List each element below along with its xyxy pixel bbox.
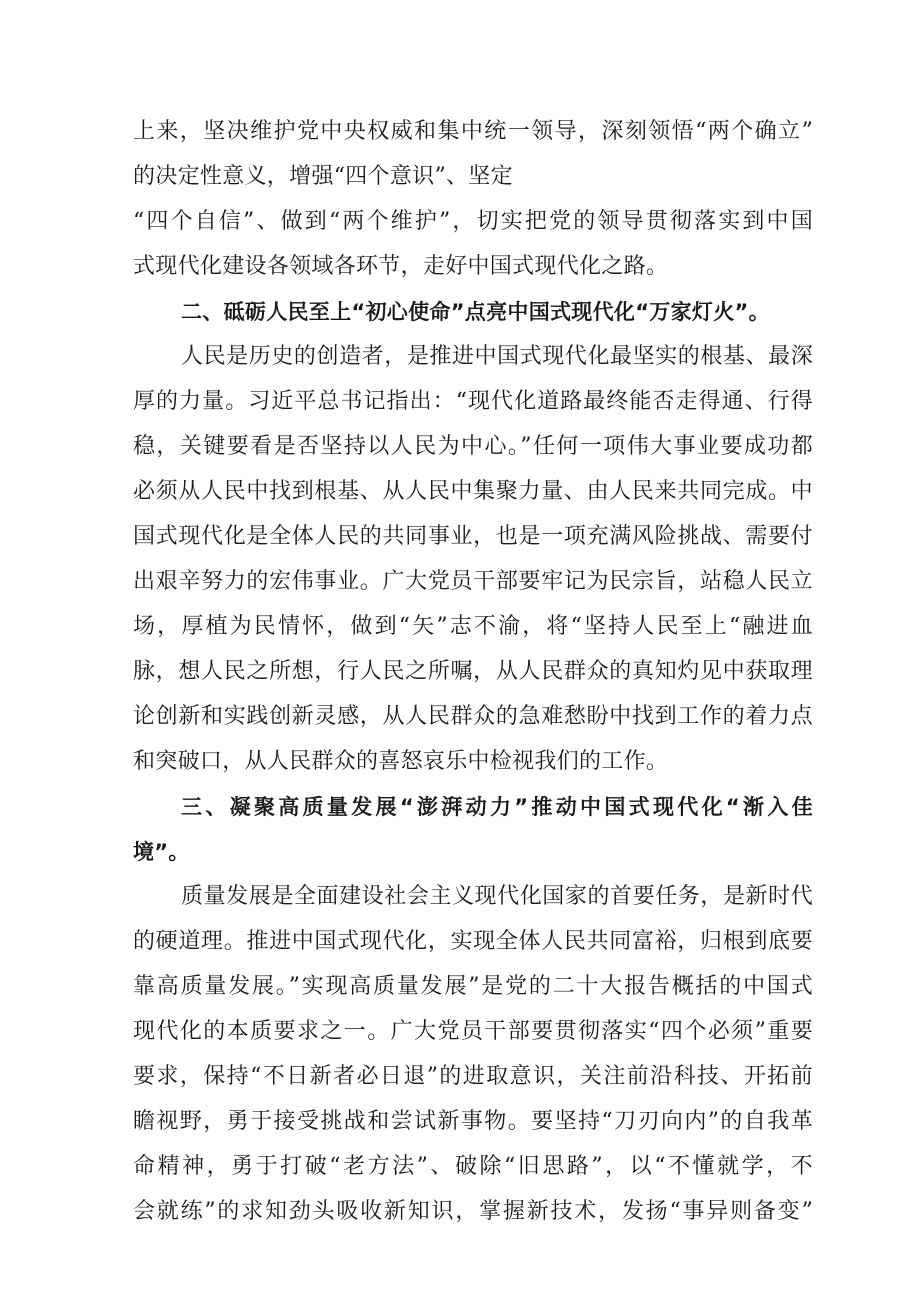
paragraph-line: 式现代化建设各领域各环节，走好中国式现代化之路。 [133, 254, 669, 279]
paragraph-line: 命精神，勇于打破“老方法”、破除“旧思路”，以“不懂就学，不 [133, 1154, 813, 1179]
paragraph-line: 人民是历史的创造者，是推进中国式现代化最坚实的根基、最深 [181, 344, 813, 369]
paragraph-line: 国式现代化是全体人民的共同事业，也是一项充满风险挑战、需要付 [133, 524, 813, 549]
section-heading: 二、砥砺人民至上“初心使命”点亮中国式现代化“万家灯火”。 [181, 300, 770, 324]
paragraph-line: 要求，保持“不日新者必日退”的进取意识，关注前沿科技、开拓前 [133, 1064, 813, 1089]
paragraph-line: 上来，坚决维护党中央权威和集中统一领导，深刻领悟“两个确立” [133, 119, 813, 144]
paragraph-line: 脉，想人民之所想，行人民之所嘱，从人民群众的真知灼见中获取理 [133, 659, 813, 684]
paragraph-line: 论创新和实践创新灵感，从人民群众的急难愁盼中找到工作的着力点 [133, 704, 813, 729]
paragraph-line: 稳，关键要看是否坚持以人民为中心。”任何一项伟大事业要成功都 [133, 434, 813, 459]
paragraph-line: 必须从人民中找到根基、从人民中集聚力量、由人民来共同完成。中 [133, 479, 813, 504]
paragraph-line: 靠高质量发展。”实现高质量发展”是党的二十大报告概括的中国式 [133, 974, 813, 999]
paragraph-line: 瞻视野，勇于接受挑战和尝试新事物。要坚持“刀刃向内”的自我革 [133, 1109, 813, 1134]
paragraph-line: 的决定性意义，增强“四个意识”、坚定 [133, 164, 513, 189]
paragraph-line: 现代化的本质要求之一。广大党员干部要贯彻落实“四个必须”重要 [133, 1019, 813, 1044]
paragraph-line: 的硬道理。推进中国式现代化，实现全体人民共同富裕，归根到底要 [133, 929, 813, 954]
paragraph-line: 场，厚植为民情怀，做到“矢”志不渝，将“坚持人民至上“融进血 [133, 614, 813, 639]
paragraph-line: 出艰辛努力的宏伟事业。广大党员干部要牢记为民宗旨，站稳人民立 [133, 569, 813, 594]
paragraph-line: “四个自信”、做到“两个维护”，切实把党的领导贯彻落实到中国 [133, 209, 813, 234]
section-heading: 三、凝聚高质量发展“澎湃动力”推动中国式现代化“渐入佳 [181, 795, 813, 819]
paragraph-line: 和突破口，从人民群众的喜怒哀乐中检视我们的工作。 [133, 749, 669, 774]
paragraph-line: 厚的力量。习近平总书记指出：“现代化道路最终能否走得通、行得 [133, 389, 813, 414]
section-heading: 境”。 [133, 840, 190, 864]
paragraph-line: 质量发展是全面建设社会主义现代化国家的首要任务，是新时代 [181, 884, 813, 909]
paragraph-line: 会就练”的求知劲头吸收新知识，掌握新技术，发扬“事异则备变” [133, 1199, 813, 1224]
